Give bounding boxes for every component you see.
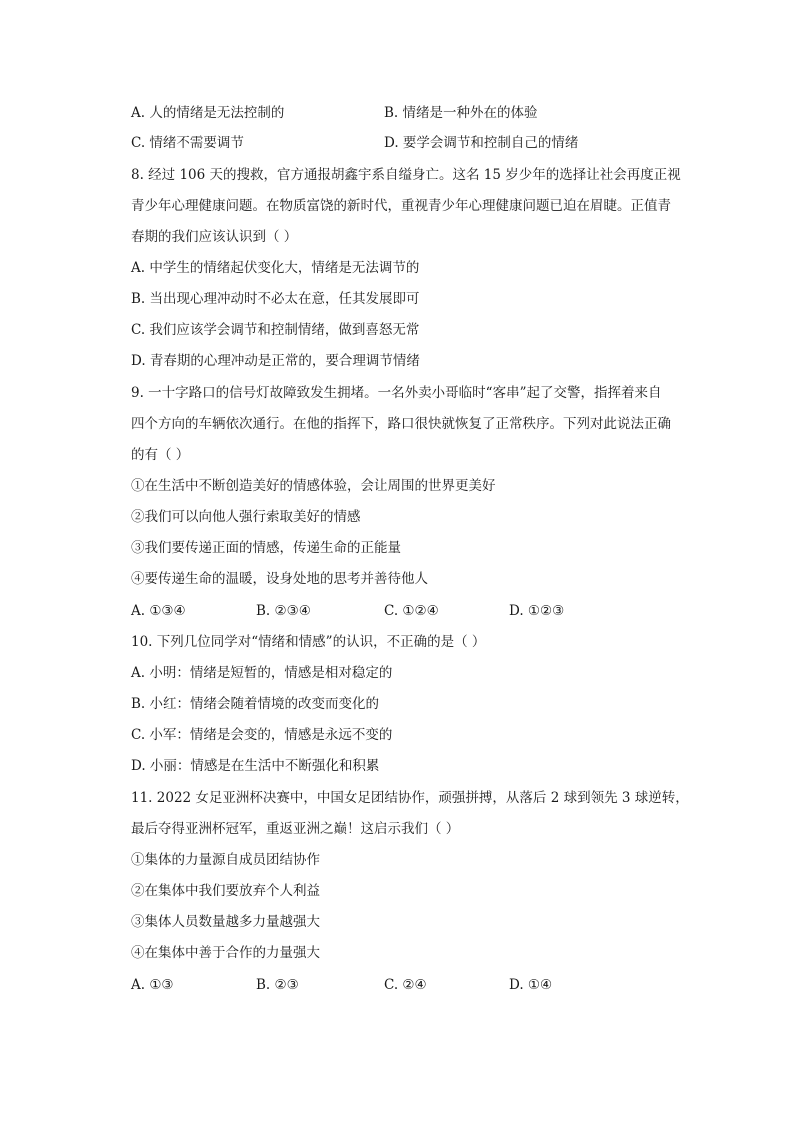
q11-statement-4: ④在集体中善于合作的力量强大 (131, 945, 320, 961)
q9-option-d: D. ①②③ (509, 603, 565, 619)
q8-option-d: D. 青春期的心理冲动是正常的，要合理调节情绪 (131, 353, 420, 369)
q11-statement-2: ②在集体中我们要放弃个人利益 (131, 883, 320, 899)
q9-stem-line-3: 的有（ ） (131, 447, 190, 463)
q10-option-a: A. 小明：情绪是短暂的，情感是相对稳定的 (131, 665, 393, 681)
q10-option-d: D. 小丽：情感是在生活中不断强化和积累 (131, 758, 380, 774)
q10-option-c: C. 小军：情绪是会变的，情感是永远不变的 (131, 727, 393, 743)
q9-option-c: C. ①②④ (384, 603, 439, 619)
q11-statement-3: ③集体人员数量越多力量越强大 (131, 914, 320, 930)
q7-option-b: B. 情绪是一种外在的体验 (384, 105, 538, 121)
q9-statement-1: ①在生活中不断创造美好的情感体验，会让周围的世界更美好 (131, 478, 496, 494)
q11-option-d: D. ①④ (509, 977, 553, 993)
q11-option-c: C. ②④ (384, 977, 427, 993)
q8-stem-line-2: 青少年心理健康问题。在物质富饶的新时代，重视青少年心理健康问题已迫在眉睫。正值青 (131, 198, 671, 214)
q9-stem-line-2: 四个方向的车辆依次通行。在他的指挥下，路口很快就恢复了正常秩序。下列对此说法正确 (131, 416, 671, 432)
q9-statement-2: ②我们可以向他人强行索取美好的情感 (131, 509, 361, 525)
q7-option-d: D. 要学会调节和控制自己的情绪 (384, 135, 579, 151)
q9-statement-3: ③我们要传递正面的情感，传递生命的正能量 (131, 540, 401, 556)
q11-statement-1: ①集体的力量源自成员团结协作 (131, 852, 320, 868)
q8-option-b: B. 当出现心理冲动时不必太在意，任其发展即可 (131, 291, 420, 307)
q8-option-a: A. 中学生的情绪起伏变化大，情绪是无法调节的 (131, 260, 420, 276)
q7-option-c: C. 情绪不需要调节 (131, 135, 244, 151)
q9-statement-4: ④要传递生命的温暖，设身处地的思考并善待他人 (131, 571, 428, 587)
q11-stem-line-2: 最后夺得亚洲杯冠军，重返亚洲之巅！这启示我们（ ） (131, 821, 460, 837)
q8-option-c: C. 我们应该学会调节和控制情绪，做到喜怒无常 (131, 322, 420, 338)
q9-option-a: A. ①③④ (131, 603, 186, 619)
q10-stem: 10. 下列几位同学对“情绪和情感”的认识，不正确的是（ ） (131, 634, 486, 650)
q7-option-a: A. 人的情绪是无法控制的 (131, 105, 285, 121)
q10-option-b: B. 小红：情绪会随着情境的改变而变化的 (131, 696, 380, 712)
q9-option-b: B. ②③④ (256, 603, 311, 619)
q8-stem-line-1: 8. 经过 106 天的搜救，官方通报胡鑫宇系自缢身亡。这名 15 岁少年的选择让社会再度正视 (131, 167, 681, 183)
q8-stem-line-3: 春期的我们应该认识到（ ） (131, 229, 298, 245)
q11-stem-line-1: 11. 2022 女足亚洲杯决赛中，中国女足团结协作，顽强拼搏，从落后 2 球到领先 3 球逆转， (131, 790, 689, 806)
q9-stem-line-1: 9. 一十字路口的信号灯故障致发生拥堵。一名外卖小哥临时“客串”起了交警，指挥着来自 (131, 385, 662, 401)
q11-option-a: A. ①③ (131, 977, 174, 993)
q11-option-b: B. ②③ (256, 977, 299, 993)
